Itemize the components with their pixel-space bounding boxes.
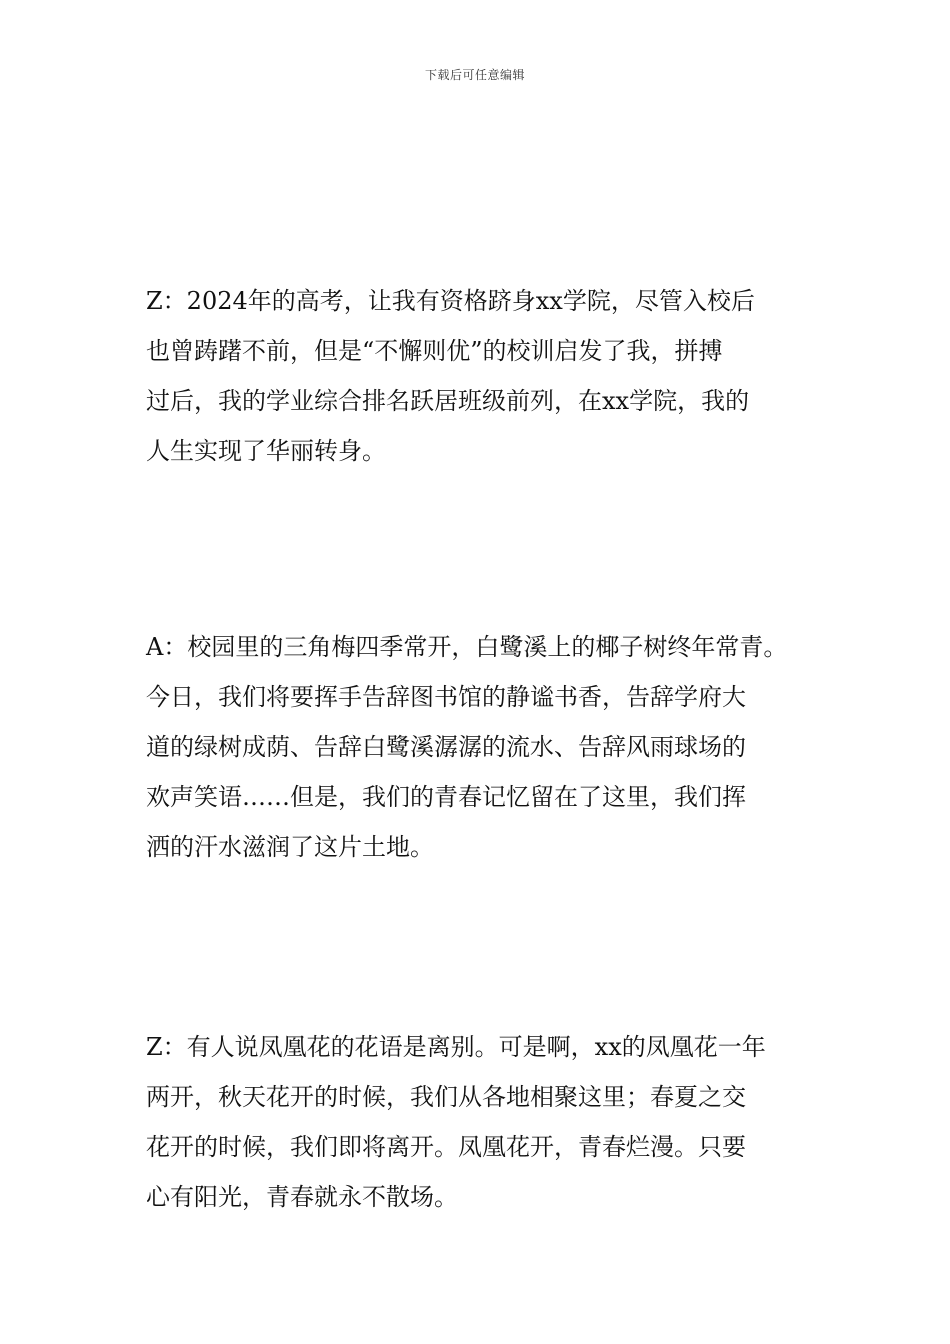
- paragraph-line: Z：有人说凤凰花的花语是离别。可是啊，xx的凤凰花一年: [146, 1033, 766, 1061]
- paragraph-a: [146, 622, 836, 872]
- paragraph-z-1: [146, 276, 836, 476]
- paragraph-line: 欢声笑语……但是，我们的青春记忆留在了这里，我们挥: [146, 783, 746, 811]
- paragraph-line: 也曾踌躇不前，但是“不懈则优”的校训启发了我，拼搏: [146, 337, 723, 365]
- paragraph-z-2: [146, 1022, 836, 1222]
- paragraph-line: 心有阳光，青春就永不散场。: [146, 1183, 458, 1211]
- paragraph-line: A：校园里的三角梅四季常开，白鹭溪上的椰子树终年常青。: [146, 633, 788, 661]
- paragraph-line: 过后，我的学业综合排名跃居班级前列，在xx学院，我的: [146, 387, 750, 415]
- paragraph-line: 今日，我们将要挥手告辞图书馆的静谧书香，告辞学府大: [146, 683, 746, 711]
- paragraph-line: 花开的时候，我们即将离开。凤凰花开，青春烂漫。只要: [146, 1133, 746, 1161]
- paragraph-line: 人生实现了华丽转身。: [146, 437, 386, 465]
- page-header: 下载后可任意编辑: [424, 68, 525, 82]
- paragraph-line: 道的绿树成荫、告辞白鹭溪潺潺的流水、告辞风雨球场的: [146, 733, 746, 761]
- paragraph-line: 两开，秋天花开的时候，我们从各地相聚这里；春夏之交: [146, 1083, 746, 1111]
- paragraph-line: 洒的汗水滋润了这片土地。: [146, 833, 434, 861]
- paragraph-line: Z：2024年的高考，让我有资格跻身xx学院，尽管入校后: [146, 287, 755, 315]
